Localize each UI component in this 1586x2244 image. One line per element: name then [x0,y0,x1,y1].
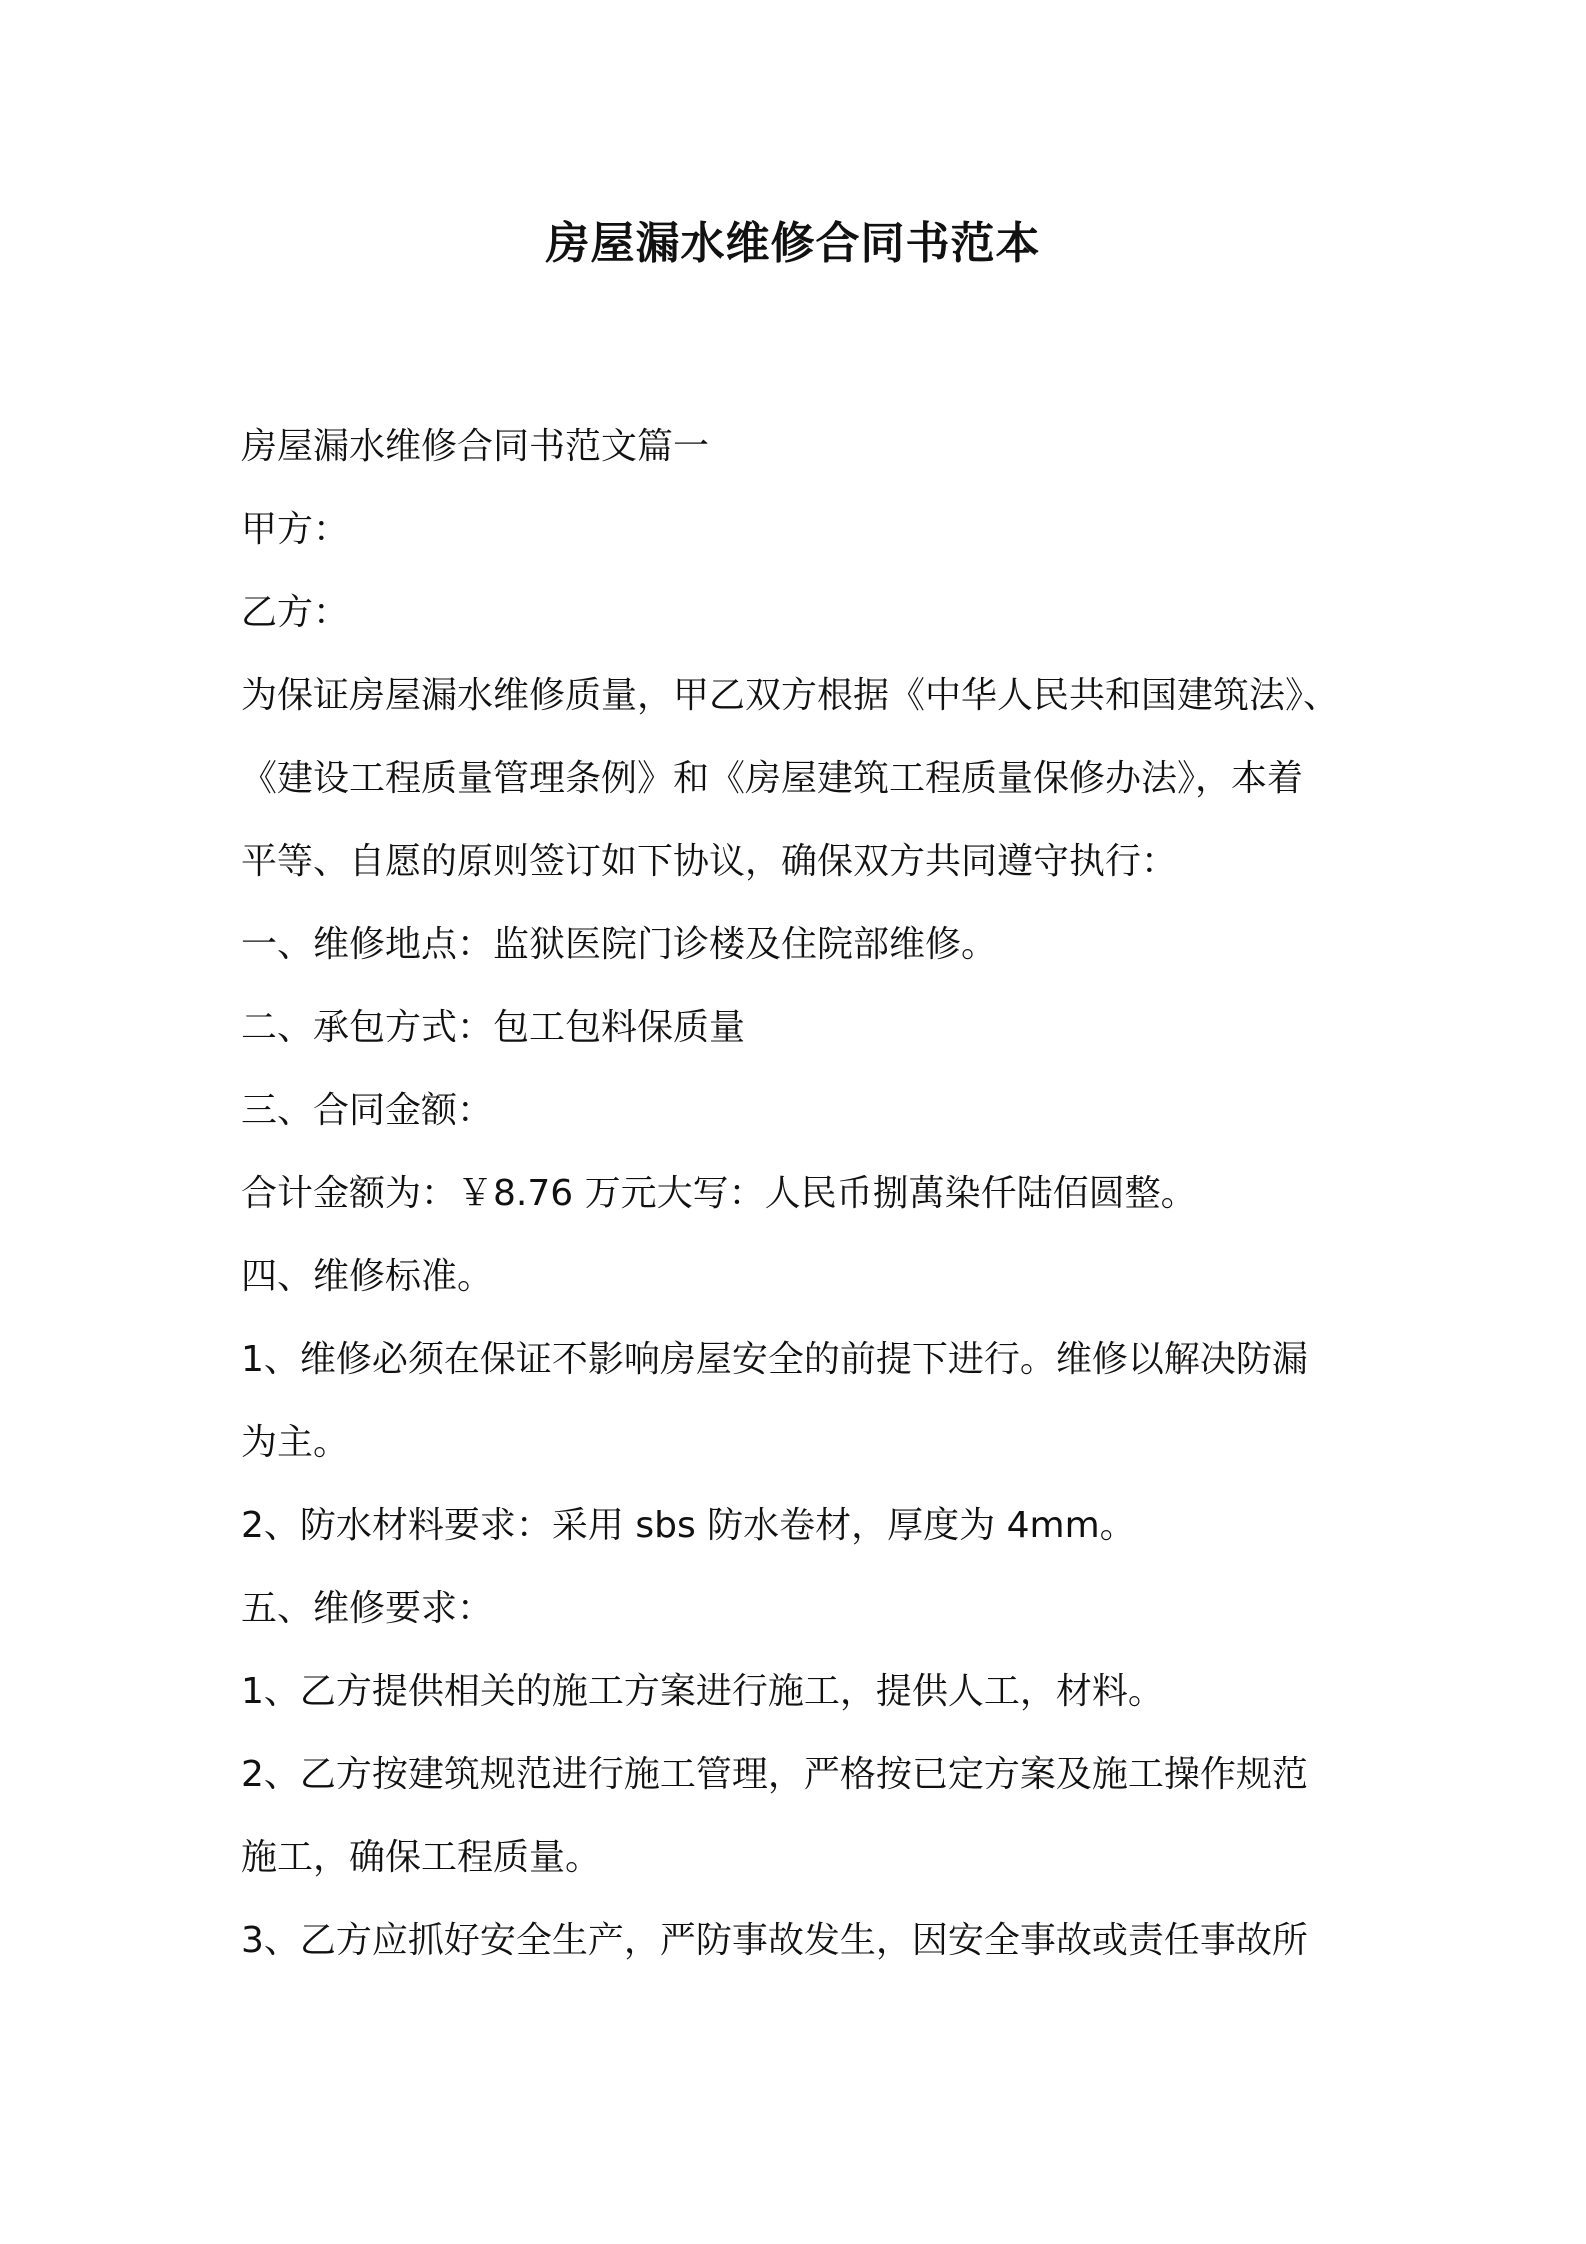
text-line: 四、维修标准。 [241,1256,494,1297]
text-line: 乙方： [241,592,350,633]
text-line: 1、维修必须在保证不影响房屋安全的前提下进行。维修以解决防漏 [241,1339,1308,1380]
text-line: 1、乙方提供相关的施工方案进行施工，提供人工，材料。 [241,1671,1164,1712]
text-line: 施工，确保工程质量。 [241,1837,602,1878]
text-line: 为保证房屋漏水维修质量，甲乙双方根据《中华人民共和国建筑法》、 [241,675,1340,716]
text-line: 房屋漏水维修合同书范文篇一 [241,426,710,467]
text-line: 合计金额为：￥8.76 万元大写：人民币捌萬染仟陆佰圆整。 [241,1173,1197,1214]
text-line: 甲方： [241,509,350,550]
document-body [241,405,1376,1982]
text-line: 二、承包方式：包工包料保质量 [241,1007,746,1048]
text-line: 为主。 [241,1422,350,1463]
document-title: 房屋漏水维修合同书范本 [545,218,1041,269]
text-line: 3、乙方应抓好安全生产，严防事故发生，因安全事故或责任事故所 [241,1920,1308,1961]
text-line: 平等、自愿的原则签订如下协议，确保双方共同遵守执行： [241,841,1178,882]
text-line: 2、防水材料要求：采用 sbs 防水卷材，厚度为 4mm。 [241,1505,1136,1546]
text-line: 三、合同金额： [241,1090,494,1131]
text-line: 五、维修要求： [241,1588,494,1629]
text-line: 《建设工程质量管理条例》和《房屋建筑工程质量保修办法》，本着 [241,758,1304,799]
text-line: 一、维修地点：监狱医院门诊楼及住院部维修。 [241,924,998,965]
text-line: 2、乙方按建筑规范进行施工管理，严格按已定方案及施工操作规范 [241,1754,1308,1795]
